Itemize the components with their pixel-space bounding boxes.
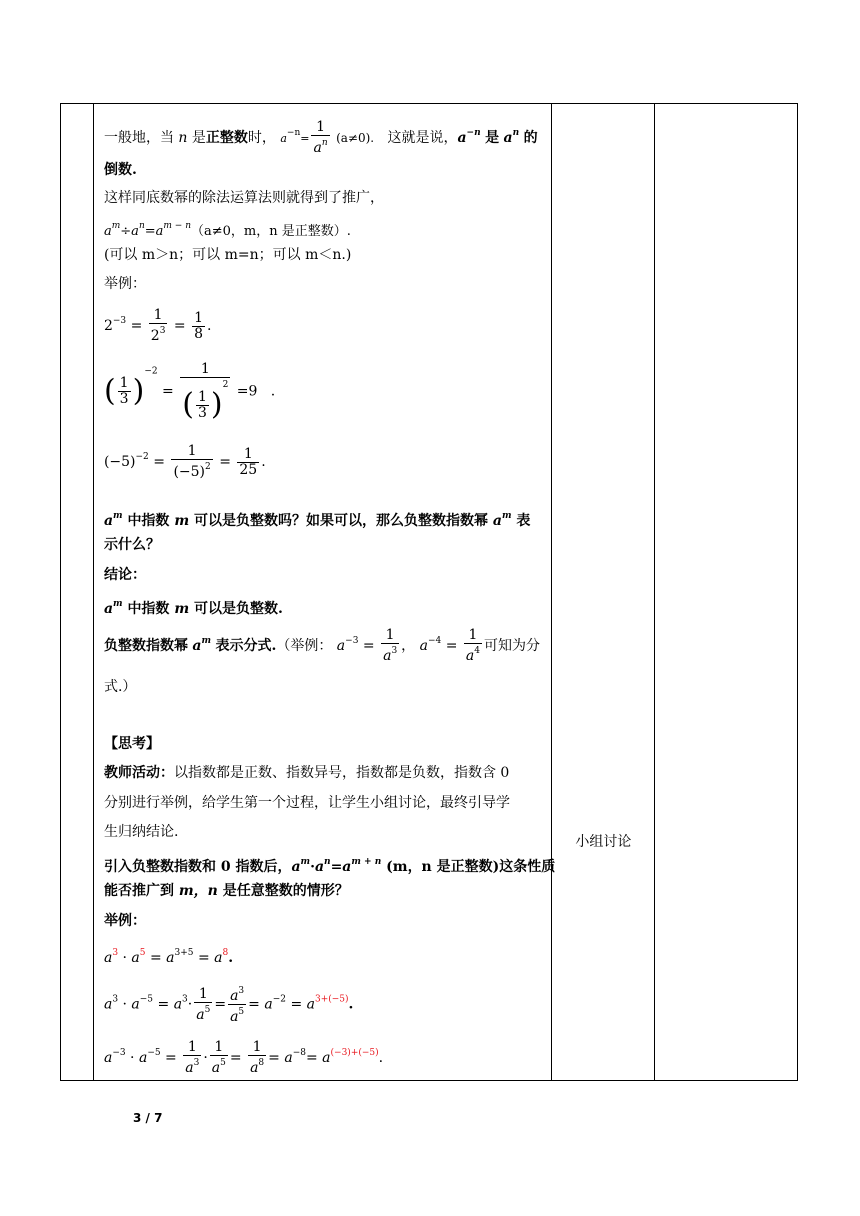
conclusion-line: $a^m$ 中指数 m 可以是负整数. (103, 599, 283, 617)
exponent: −n (286, 128, 301, 138)
text-bold: 正整数 (205, 130, 248, 146)
product-example-2: $a^3 \cdot a^{-5} = a^3\cdot$ $\frac{1}{a^5}$ = $\frac{a^3}{a^5}$ = $a^{-2} = a^{3+(-5)}$. (103, 985, 354, 1025)
text: 是 (191, 130, 206, 146)
condition: (a≠0). (336, 131, 375, 145)
example2-label: 举例： (103, 913, 146, 929)
question-line-2: 示什么？ (103, 537, 160, 553)
negative-exponent-line-2: 式.） (103, 679, 137, 695)
rule-condition: （a≠0，m，n 是正整数）. (191, 224, 351, 239)
reciprocal-line: 倒数. (103, 162, 137, 178)
content-cell (93, 104, 556, 1081)
text: 时， (247, 130, 276, 146)
var-a: a (503, 130, 513, 146)
intro-line-2: 能否推广到 m，n 是任意整数的情形？ (103, 883, 349, 899)
exponent: n (512, 128, 520, 138)
example-3: $(-5)^{-2}$ = $\frac{1}{(-5)^2}$ = $\frac{1}{25}$ . (103, 443, 266, 480)
var-a: a (457, 130, 467, 146)
conclusion-label: 结论： (103, 567, 146, 583)
text: 是 (485, 130, 500, 146)
question-line-1: $a^m$ 中指数 m 可以是负整数吗？如果可以，那么负整数指数幂 $a^m$ 表 (103, 511, 531, 529)
teacher-line-1: 教师活动：以指数都是正数、指数异号，指数都是负数，指数含 0 (103, 765, 510, 781)
text: 一般地，当 (103, 130, 174, 146)
empty-notes-cell (655, 104, 798, 1081)
var-n: n (178, 130, 188, 146)
activity-cell (552, 104, 655, 1081)
example-label: 举例： (103, 276, 146, 292)
think-heading: 【思考】 (103, 736, 160, 752)
exponent: −n (466, 128, 481, 138)
var-a: a (280, 132, 287, 145)
example-2: ( $\frac{1}{3}$ )$^{-2}$ = 1 ( $\frac{1}{3}$ )$^2$ =9 . (103, 361, 276, 422)
lesson-table (60, 103, 798, 1081)
page-number: 3 / 7 (133, 1111, 163, 1125)
intro-line-1: 引入负整数指数和 0 指数后，$a^m\cdot a^n=a^{m + n}$ (m，n 是正整数)这条性质 (103, 857, 556, 875)
division-rule-line: $a^m\div a^n=a^{m - n}(a\ne 0$，m，n 是正整数）. (103, 221, 351, 239)
general-definition-line: 一般地，当 n 是正整数时， $a^{-n}=$ $\frac{1}{a^n}$ (a≠0). 这就是说，$a^{-n}$ 是 $a^n$ 的 (103, 119, 538, 156)
rule-note-line: (可以 m＞n；可以 m=n；可以 m＜n.) (103, 247, 352, 263)
example-1: $2^{-3}$ = $\frac{1}{2^3}$ = $\frac{1}{8}$ . (103, 307, 212, 344)
text: 这就是说， (387, 130, 458, 146)
teacher-line-3: 生归纳结论. (103, 824, 179, 840)
teacher-line-2: 分别进行举例，给学生第一个过程，让学生小组讨论，最终引导学 (103, 795, 510, 811)
group-discussion-label: 小组讨论 (575, 834, 632, 850)
negative-exponent-line: 负整数指数幂 $a^m$ 表示分式.（举例： $a^{-3}$ = $\frac{1}{a^3}$ ， $a^{-4}$ = $\frac{1}{a^4}$ 可知为分 (103, 627, 540, 664)
extend-line: 这样同底数幂的除法运算法则就得到了推广， (103, 190, 384, 206)
fraction: $\frac{1}{a^n}$ (313, 119, 328, 156)
text: 的 (523, 130, 538, 146)
product-example-1: $a^3 \cdot a^5 = a^{3+5} = a^8$. (103, 948, 234, 966)
product-example-3: $a^{-3} \cdot a^{-5}$ = $\frac{1}{a^3}$ · $\frac{1}{a^5}$ = $\frac{1}{a^8}$ = $a^{-8}= a^{(-3)+(-5)}$. (103, 1039, 384, 1076)
empty-column (61, 104, 94, 1081)
